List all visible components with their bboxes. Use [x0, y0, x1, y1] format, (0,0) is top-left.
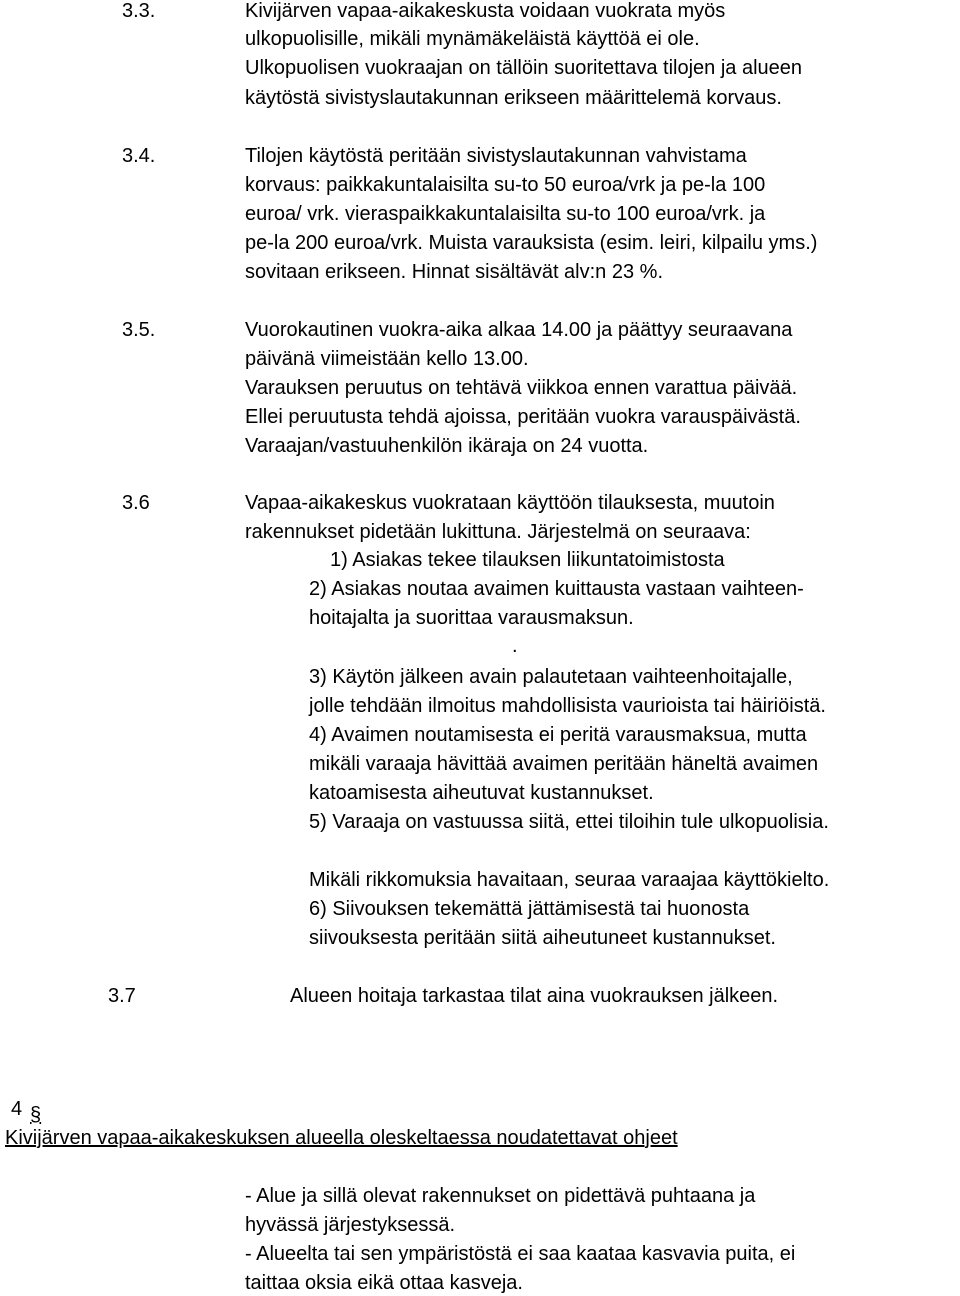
section-3-6-line: rakennukset pidetään lukittuna. Järjestelmä on seuraava: — [245, 521, 751, 543]
section-3-5-line: Ellei peruutusta tehdä ajoissa, peritään vuokra varauspäivästä. — [245, 406, 801, 428]
list-item: 4) Avaimen noutamisesta ei peritä varausmaksua, mutta — [309, 724, 807, 746]
section-3-6-line: Vapaa-aikakeskus vuokrataan käyttöön tilauksesta, muutoin — [245, 492, 775, 514]
list-item: katoamisesta aiheutuvat kustannukset. — [309, 782, 654, 804]
list-item: 3) Käytön jälkeen avain palautetaan vaihteenhoitajalle, — [309, 666, 793, 688]
list-item: jolle tehdään ilmoitus mahdollisista vaurioista tai häiriöistä. — [309, 695, 826, 717]
list-item: 2) Asiakas noutaa avaimen kuittausta vastaan vaihteen- — [309, 578, 804, 600]
section-3-3-line: Kivijärven vapaa-aikakeskusta voidaan vuokrata myös — [245, 0, 726, 22]
list-item: Mikäli rikkomuksia havaitaan, seuraa varaajaa käyttökielto. — [309, 869, 830, 891]
section-4-line: - Alue ja sillä olevat rakennukset on pidettävä puhtaana ja — [245, 1185, 756, 1207]
section-3-4-line: korvaus: paikkakuntalaisilta su-to 50 euroa/vrk ja pe-la 100 — [245, 174, 766, 196]
section-3-5-line: Vuorokautinen vuokra-aika alkaa 14.00 ja päättyy seuraavana — [245, 319, 793, 341]
list-item: hoitajalta ja suorittaa varausmaksun. — [309, 607, 634, 629]
section-4-line: hyvässä järjestyksessä. — [245, 1214, 456, 1236]
section-3-5-line: Varauksen peruutus on tehtävä viikkoa ennen varattua päivää. — [245, 377, 798, 399]
section-3-5-line: Varaajan/vastuuhenkilön ikäraja on 24 vuotta. — [245, 435, 649, 457]
section-3-4-line: sovitaan erikseen. Hinnat sisältävät alv:n 23 %. — [245, 261, 663, 283]
section-number-3-3: 3.3. — [122, 0, 156, 22]
list-item: siivouksesta peritään siitä aiheutuneet kustannukset. — [309, 927, 776, 949]
section-number-4: 4 — [11, 1098, 23, 1120]
section-3-7-text: Alueen hoitaja tarkastaa tilat aina vuokrauksen jälkeen. — [290, 985, 779, 1007]
section-4-line: - Alueelta tai sen ympäristöstä ei saa kaataa kasvavia puita, ei — [245, 1243, 796, 1265]
section-number-3-6: 3.6 — [122, 492, 150, 514]
list-item: 6) Siivouksen tekemättä jättämisestä tai huonosta — [309, 898, 750, 920]
section-4-heading: Kivijärven vapaa-aikakeskuksen alueella oleskeltaessa noudatettavat ohjeet — [5, 1127, 678, 1149]
section-3-4-line: pe-la 200 euroa/vrk. Muista varauksista (esim. leiri, kilpailu yms.) — [245, 232, 818, 254]
section-number-3-7: 3.7 — [108, 985, 136, 1007]
list-item: 1) Asiakas tekee tilauksen liikuntatoimistosta — [330, 549, 725, 571]
section-number-3-4: 3.4. — [122, 145, 156, 167]
list-item: . — [512, 635, 518, 657]
section-4-line: taittaa oksia eikä ottaa kasveja. — [245, 1272, 523, 1294]
section-sign: § — [30, 1104, 42, 1126]
list-item: mikäli varaaja hävittää avaimen peritään häneltä avaimen — [309, 753, 819, 775]
section-3-5-line: päivänä viimeistään kello 13.00. — [245, 348, 529, 370]
section-3-3-line: ulkopuolisille, mikäli mynämäkeläistä käyttöä ei ole. — [245, 28, 700, 50]
section-number-3-5: 3.5. — [122, 319, 156, 341]
section-3-4-line: Tilojen käytöstä peritään sivistyslautakunnan vahvistama — [245, 145, 747, 167]
section-3-3-line: Ulkopuolisen vuokraajan on tällöin suoritettava tilojen ja alueen — [245, 57, 803, 79]
list-item: 5) Varaaja on vastuussa siitä, ettei tiloihin tule ulkopuolisia. — [309, 811, 829, 833]
section-3-3-line: käytöstä sivistyslautakunnan erikseen määrittelemä korvaus. — [245, 87, 782, 109]
section-3-4-line: euroa/ vrk. vieraspaikkakuntalaisilta su-to 100 euroa/vrk. ja — [245, 203, 766, 225]
